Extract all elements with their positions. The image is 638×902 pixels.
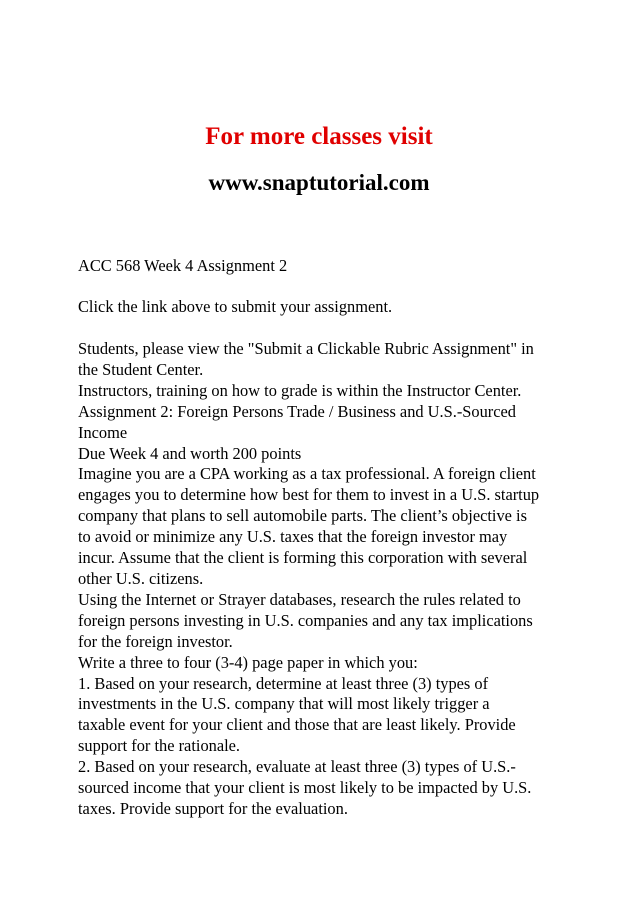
assignment-body: [78, 339, 564, 820]
body-line: company that plans to sell automobile parts. The client’s objective is: [78, 506, 527, 526]
body-line: taxable event for your client and those that are least likely. Provide: [78, 715, 516, 735]
body-line: Assignment 2: Foreign Persons Trade / Business and U.S.-Sourced: [78, 401, 516, 421]
body-line: Students, please view the "Submit a Clickable Rubric Assignment" in: [78, 339, 534, 358]
body-line: Imagine you are a CPA working as a tax professional. A foreign client: [78, 464, 536, 484]
body-line: engages you to determine how best for them to invest in a U.S. startup: [78, 485, 540, 505]
body-line: other U.S. citizens.: [78, 568, 204, 588]
body-line: for the foreign investor.: [78, 631, 233, 651]
body-line: incur. Assume that the client is forming this corporation with several: [78, 548, 528, 568]
body-line: the Student Center.: [78, 359, 204, 379]
body-line: Instructors, training on how to grade is within the Instructor Center.: [78, 380, 522, 400]
body-line: Income: [78, 422, 128, 442]
body-line: sourced income that your client is most likely to be impacted by U.S.: [78, 778, 532, 798]
submit-note: Click the link above to submit your assignment.: [78, 297, 393, 316]
assignment-title: ACC 568 Week 4 Assignment 2: [78, 256, 288, 275]
body-line: foreign persons investing in U.S. companies and any tax implications: [78, 610, 533, 630]
list-item-1-line: 1. Based on your research, determine at least three (3) types of: [78, 673, 489, 693]
list-item-2-line: 2. Based on your research, evaluate at least three (3) types of U.S.-: [78, 757, 516, 777]
body-line: investments in the U.S. company that will most likely trigger a: [78, 694, 490, 714]
promo-url: www.snaptutorial.com: [208, 170, 430, 195]
body-line: support for the rationale.: [78, 736, 241, 756]
body-line: to avoid or minimize any U.S. taxes that the foreign investor may: [78, 527, 508, 547]
body-line: taxes. Provide support for the evaluation.: [78, 798, 348, 818]
promo-heading: For more classes visit: [205, 123, 433, 150]
body-line: Using the Internet or Strayer databases, research the rules related to: [78, 589, 521, 609]
body-line: Write a three to four (3-4) page paper in which you:: [78, 652, 418, 672]
body-line: Due Week 4 and worth 200 points: [78, 443, 302, 463]
